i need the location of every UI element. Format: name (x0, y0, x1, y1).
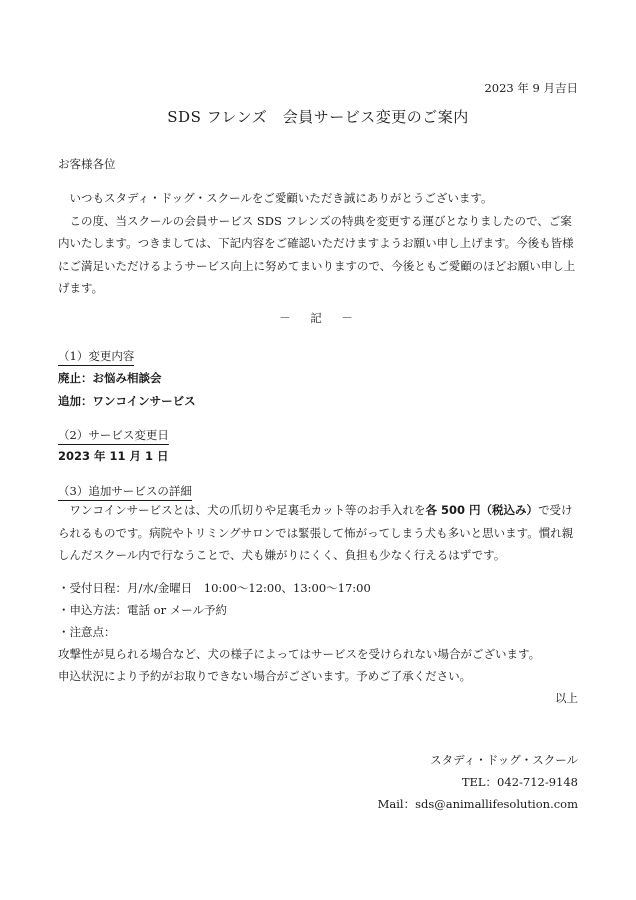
application-method: ・申込方法：電話 or メール予約 (58, 603, 228, 617)
section-heading-changes: （1）変更内容 (58, 348, 134, 366)
school-name: スタディ・ドッグ・スクール (430, 753, 578, 767)
added-service: 追加：ワンコインサービス (58, 394, 196, 408)
notes-label: ・注意点： (58, 625, 116, 639)
issue-date: 2023 年 9 月吉日 (484, 81, 578, 95)
closing-mark: 以上 (555, 691, 578, 705)
section-heading-details: （3）追加サービスの詳細 (58, 483, 192, 501)
email-address: Mail：sds@animallifesolution.com (377, 797, 578, 811)
ki-heading: － 記 － (279, 311, 357, 325)
description-text-1: ワンコインサービスとは、犬の爪切りや足裏毛カット等のお手入れを (69, 503, 426, 517)
description-text-2: で受けられるものです。病院やトリミングサロンでは緊張して怖がってしまう犬も多いと思います。慣れ親しんだスクール内で行なうことで、犬も嫌がりにくく、負担も少なく行えるはずです。 (58, 503, 574, 562)
telephone: TEL：042-712-9148 (461, 775, 578, 789)
document-title: SDS フレンズ 会員サービス変更のご案内 (167, 108, 469, 126)
change-date: 2023 年 11 月 1 日 (58, 449, 169, 463)
service-description (58, 499, 580, 567)
section-heading-change-date: （2）サービス変更日 (58, 427, 169, 445)
intro-paragraph-1: いつもスタディ・ドッグ・スクールをご愛顧いただき誠にありがとうございます。 (69, 191, 493, 205)
price-highlight: 各 500 円（税込み） (425, 503, 539, 517)
note-2: 申込状況により予約がお取りできない場合がございます。予めご了承ください。 (58, 669, 472, 683)
greeting: お客様各位 (58, 157, 116, 171)
note-1: 攻撃性が見られる場合など、犬の様子によってはサービスを受けられない場合がございます。 (58, 647, 541, 661)
intro-paragraphs (58, 187, 580, 300)
intro-paragraph-2: この度、当スクールの会員サービス SDS フレンズの特典を変更する運びとなりましたので、ご案内いたします。つきましては、下記内容をご確認いただけますようお願い申し上げます。今後も皆様にご満足いただけるようサービス向上に努めてまいりますので、今後ともご愛顧のほどお願い申し上げます。 (58, 213, 576, 295)
reception-schedule: ・受付日程：月/水/金曜日 10:00～12:00、13:00～17:00 (58, 581, 371, 595)
abolished-service: 廃止：お悩み相談会 (58, 371, 162, 385)
